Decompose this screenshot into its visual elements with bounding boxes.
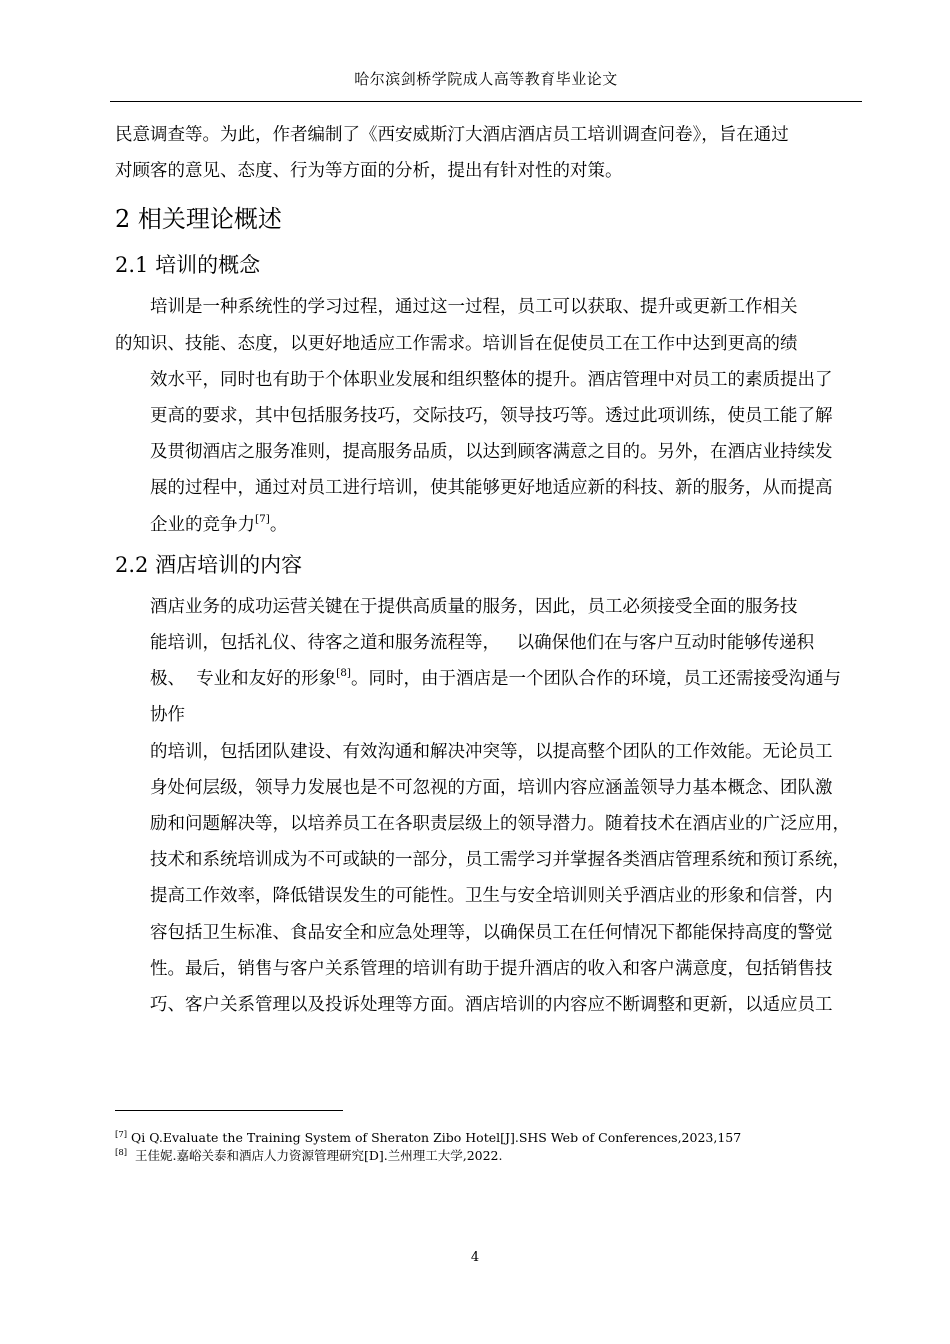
footnote-text: 王佳妮.嘉峪关泰和酒店人力资源管理研究[D].兰州理工大学,2022. <box>127 1148 503 1163</box>
section-2-2-heading: 2.2 酒店培训的内容 <box>115 552 303 577</box>
document-body <box>115 117 865 1023</box>
footnotes <box>115 1129 875 1165</box>
paragraph-line: 更高的要求，其中包括服务技巧，交际技巧，领导技巧等。透过此项训练，使员工能了解 <box>150 406 833 427</box>
citation-8: [8] <box>336 667 351 680</box>
footnote-mark: [8] <box>115 1148 128 1158</box>
paragraph-line: 培训是一种系统性的学习过程，通过这一过程，员工可以获取、提升或更新工作相关 <box>150 297 798 318</box>
paragraph-line: 展的过程中，通过对员工进行培训，使其能够更好地适应新的科技、新的服务，从而提高 <box>150 478 833 499</box>
paragraph-line: 的培训，包括团队建设、有效沟通和解决冲突等，以提高整个团队的工作效能。无论员工 <box>150 741 833 762</box>
header-rule <box>110 101 862 102</box>
paragraph-text: 企业的竞争力 <box>150 514 255 535</box>
paragraph-text: 。同时，由于酒店是一个团队合作的环境，员工还需接受沟通与 <box>351 669 841 690</box>
paragraph-text: 极、 专业和友好的形象 <box>150 669 337 690</box>
paragraph-line: 协作 <box>150 705 185 726</box>
paragraph-line: 容包括卫生标准、食品安全和应急处理等，以确保员工在任何情况下都能保持高度的警觉 <box>150 922 833 943</box>
section-2-1-paragraph <box>115 289 865 542</box>
intro-line: 民意调查等。为此，作者编制了《西安威斯汀大酒店酒店员工培训调查问卷》，旨在通过 <box>115 125 789 145</box>
paragraph-line: 能培训，包括礼仪、待客之道和服务流程等， 以确保他们在与客户互动时能够传递积 <box>150 633 815 654</box>
paragraph-line: 效水平，同时也有助于个体职业发展和组织整体的提升。酒店管理中对员工的素质提出了 <box>150 369 833 390</box>
footnote-item <box>115 1129 875 1147</box>
page-number: 4 <box>470 1250 480 1265</box>
section-2-2-paragraph <box>115 589 865 1023</box>
paragraph-line: 身处何层级，领导力发展也是不可忽视的方面，培训内容应涵盖领导力基本概念、团队激 <box>150 777 833 798</box>
footnote-item <box>115 1147 875 1165</box>
paragraph-text: 。 <box>269 514 288 535</box>
section-2-heading: 2 相关理论概述 <box>115 205 282 234</box>
paragraph-line: 及贯彻酒店之服务准则，提高服务品质，以达到顾客满意之目的。另外，在酒店业持续发 <box>150 442 833 463</box>
paragraph-line <box>115 661 865 697</box>
footnote-mark: [7] <box>115 1130 128 1140</box>
paragraph-line: 励和问题解决等，以培养员工在各职责层级上的领导潜力。随着技术在酒店业的广泛应用， <box>150 814 850 835</box>
paragraph-line: 技术和系统培训成为不可或缺的一部分，员工需学习并掌握各类酒店管理系统和预订系统， <box>150 850 850 871</box>
paragraph-line: 巧、客户关系管理以及投诉处理等方面。酒店培训的内容应不断调整和更新，以适应员工 <box>150 995 833 1016</box>
section-2-1-heading: 2.1 培训的概念 <box>115 253 261 278</box>
paragraph-line: 的知识、技能、态度，以更好地适应工作需求。培训旨在促使员工在工作中达到更高的绩 <box>115 333 798 354</box>
paragraph-line: 酒店业务的成功运营关键在于提供高质量的服务，因此，员工必须接受全面的服务技 <box>150 596 798 617</box>
footnote-separator <box>115 1110 343 1111</box>
paragraph-line: 提高工作效率，降低错误发生的可能性。卫生与安全培训则关乎酒店业的形象和信誉，内 <box>150 886 833 907</box>
running-header: 哈尔滨剑桥学院成人高等教育毕业论文 <box>354 70 618 88</box>
intro-line: 对顾客的意见、态度、行为等方面的分析，提出有针对性的对策。 <box>115 161 623 182</box>
citation-7: [7] <box>255 512 270 525</box>
intro-paragraph <box>115 117 865 189</box>
paragraph-line: 性。最后，销售与客户关系管理的培训有助于提升酒店的收入和客户满意度，包括销售技 <box>150 958 833 979</box>
paragraph-line <box>115 507 865 543</box>
footnote-text: Qi Q.Evaluate the Training System of Sheraton Zibo Hotel[J].SHS Web of Conferences,2023,157 <box>127 1130 742 1145</box>
